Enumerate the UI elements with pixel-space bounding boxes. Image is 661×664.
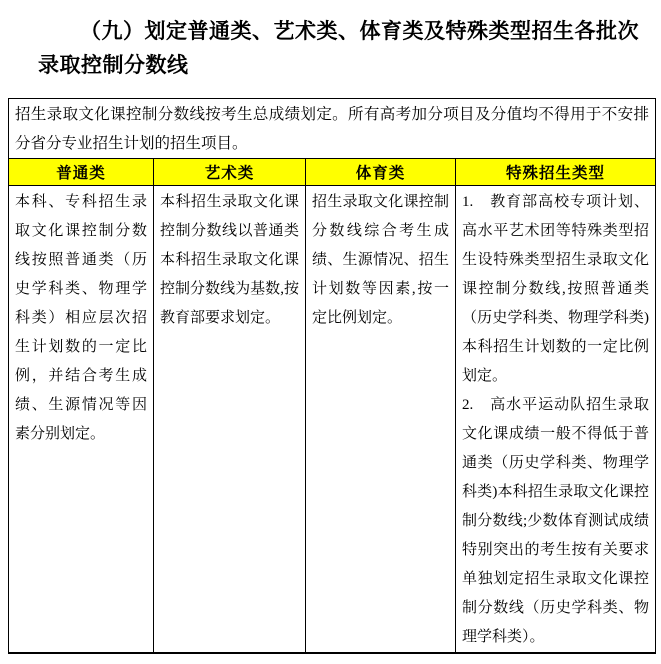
section-title-line2: 录取控制分数线 [38, 53, 189, 77]
table-header-row [9, 159, 656, 186]
special-item-2: 2. 高水平运动队招生录取文化课成绩一般不得低于普通类（历史学科类、物理学科类)本科招生录取文化课控制分数线;少数体育测试成绩特别突出的考生按有关要求单独划定招生录取文化课控制分数线（历史学科类、物理学科类）。 [462, 397, 650, 645]
header-general: 普通类 [9, 159, 154, 186]
intro-cell: 招生录取文化课控制分数线按考生总成绩划定。所有高考加分项目及分值均不得用于不安排分省分专业招生计划的招生项目。 [9, 99, 656, 159]
score-line-table [8, 98, 656, 654]
cell-special [456, 186, 656, 654]
section-title [0, 14, 661, 82]
special-item-1: 1. 教育部高校专项计划、高水平艺术团等特殊类型招生设特殊类型招生录取文化课控制分数线,按照普通类（历史学科类、物理学科类)本科招生计划数的一定比例划定。 [462, 194, 650, 384]
intro-row [9, 99, 656, 159]
cell-general: 本科、专科招生录取文化课控制分数线按照普通类（历史学科类、物理学科类）相应层次招生计划数的一定比例，并结合考生成绩、生源情况等因素分别划定。 [9, 186, 154, 654]
table-body-row [9, 186, 656, 654]
cell-art: 本科招生录取文化课控制分数线以普通类本科招生录取文化课控制分数线为基数,按教育部要求划定。 [154, 186, 306, 654]
cell-sports: 招生录取文化课控制分数线综合考生成绩、生源情况、招生计划数等因素,按一定比例划定。 [306, 186, 456, 654]
document-page [0, 14, 661, 664]
section-title-line1: （九）划定普通类、艺术类、体育类及特殊类型招生各批次 [80, 19, 639, 43]
header-art: 艺术类 [154, 159, 306, 186]
header-special: 特殊招生类型 [456, 159, 656, 186]
header-sports: 体育类 [306, 159, 456, 186]
